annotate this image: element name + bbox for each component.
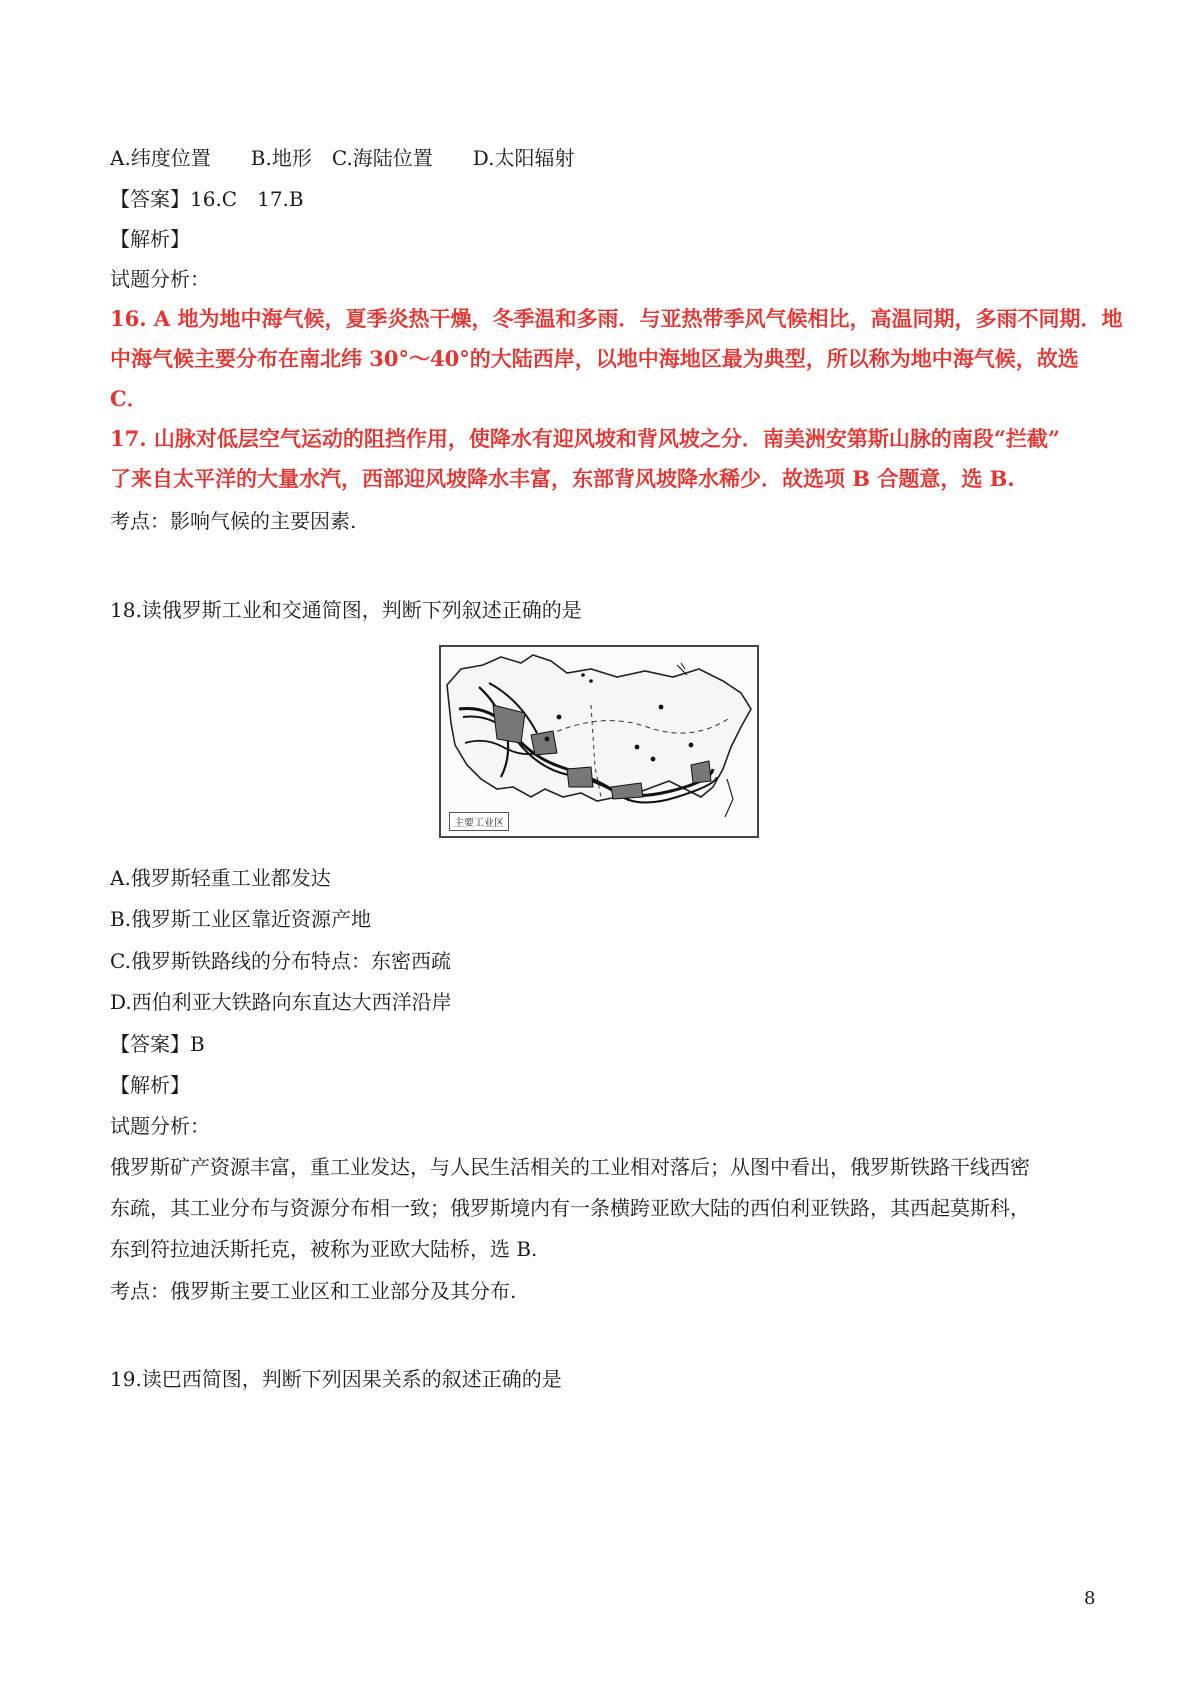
explanation-16-line-1: 16. A 地为地中海气候，夏季炎热干燥，冬季温和多雨．与亚热带季风气候相比，高温同期，多雨不同期．地	[110, 306, 1123, 331]
q18-analysis-label: 【解析】	[110, 1073, 190, 1097]
q18-answer: 【答案】B	[110, 1032, 205, 1056]
q17-options: A.纬度位置 B.地形 C.海陆位置 D.太阳辐射	[110, 146, 575, 170]
q16-17-kaodian: 考点：影响气候的主要因素.	[110, 509, 357, 533]
q18-option-a: A.俄罗斯轻重工业都发达	[110, 866, 331, 890]
q16-17-analysis-intro: 试题分析：	[110, 267, 210, 291]
explanation-16-line-2: 中海气候主要分布在南北纬 30°～40°的大陆西岸，以地中海地区最为典型，所以称为地中海气候，故选	[110, 346, 1079, 371]
q18-analysis-line-1: 俄罗斯矿产资源丰富，重工业发达，与人民生活相关的工业相对落后；从图中看出，俄罗斯铁路干线西密	[110, 1155, 1030, 1179]
q18-option-b: B.俄罗斯工业区靠近资源产地	[110, 907, 372, 931]
page-number: 8	[1084, 1588, 1096, 1609]
q18-option-c: C.俄罗斯铁路线的分布特点：东密西疏	[110, 949, 451, 973]
russia-industry-transport-map	[439, 645, 759, 838]
q18-kaodian: 考点：俄罗斯主要工业区和工业部分及其分布.	[110, 1279, 517, 1303]
q18-question: 18.读俄罗斯工业和交通简图，判断下列叙述正确的是	[110, 598, 582, 622]
q19-question: 19.读巴西简图，判断下列因果关系的叙述正确的是	[110, 1367, 562, 1391]
map-legend: 主要工业区	[449, 812, 509, 831]
q18-analysis-intro: 试题分析：	[110, 1114, 210, 1138]
q18-analysis-line-3: 东到符拉迪沃斯托克，被称为亚欧大陆桥，选 B.	[110, 1237, 538, 1261]
explanation-17-line-2: 了来自太平洋的大量水汽，西部迎风坡降水丰富，东部背风坡降水稀少．故选项 B 合题意，选 B.	[110, 466, 1015, 491]
explanation-16-line-3: C．	[110, 386, 148, 411]
q16-17-answer: 【答案】16.C 17.B	[110, 187, 304, 211]
explanation-17-line-1: 17. 山脉对低层空气运动的阻挡作用，使降水有迎风坡和背风坡之分．南美洲安第斯山脉的南段“拦截”	[110, 426, 1061, 451]
q18-analysis-line-2: 东疏，其工业分布与资源分布相一致；俄罗斯境内有一条横跨亚欧大陆的西伯利亚铁路，其西起莫斯科，	[110, 1196, 1030, 1220]
q18-option-d: D.西伯利亚大铁路向东直达大西洋沿岸	[110, 990, 452, 1014]
q16-17-analysis-label: 【解析】	[110, 227, 190, 251]
russia-map-drawing	[441, 647, 757, 836]
